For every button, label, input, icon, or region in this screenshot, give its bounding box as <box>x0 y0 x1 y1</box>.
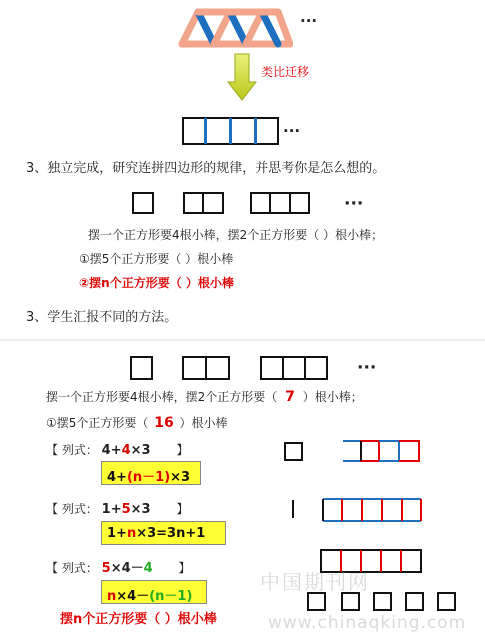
watermark-cn: 中国期刊网 <box>260 570 370 594</box>
section1-line1: 摆一个正方形要4根小棒，摆2个正方形要（ ）根小棒； <box>88 228 384 242</box>
one-square <box>132 192 154 214</box>
line1-text-b: ）根小棒； <box>302 390 363 404</box>
single-square <box>284 442 303 461</box>
answer-value: 16 <box>154 415 174 431</box>
method2-square-chain <box>322 498 422 522</box>
squares-ellipsis: ··· <box>344 194 364 214</box>
blue-stick <box>229 118 232 144</box>
section1-line2: ①摆5个正方形要（ ）根小棒 <box>79 252 234 266</box>
line2-text-a: ①摆5个正方形要（ <box>46 416 149 430</box>
top-ellipsis: ··· <box>300 12 318 30</box>
square-divider <box>202 192 204 214</box>
answer-value: 7 <box>285 389 295 405</box>
down-arrow-icon <box>226 52 258 102</box>
expr-red: 5 <box>101 561 111 576</box>
blue-stick <box>254 118 257 144</box>
expr-label: 】 <box>178 561 191 575</box>
expr-label: 】 <box>176 502 189 516</box>
square-divider <box>205 356 207 380</box>
square-divider <box>304 356 306 380</box>
expr-green: 4 <box>143 561 153 576</box>
expr-label: 】 <box>176 443 189 457</box>
triangle-sticks-figure <box>178 6 293 50</box>
expr-red: 4 <box>121 443 131 458</box>
method1-formula-box <box>101 461 201 485</box>
formula-part: ×4－ <box>116 589 150 604</box>
three-squares <box>260 356 328 380</box>
one-square <box>130 356 153 380</box>
section2-line1 <box>46 390 363 404</box>
square-divider <box>289 192 291 214</box>
method1-expression <box>46 444 188 457</box>
arrow-label: 类比迁移 <box>261 65 310 79</box>
expr-part: 4+ <box>101 443 122 458</box>
bottom-question: 摆n个正方形要（ ）根小棒 <box>60 612 217 627</box>
formula-part: 4+ <box>107 470 127 485</box>
line2-text-b: ）根小棒 <box>179 416 228 430</box>
method3-expression <box>46 562 191 575</box>
separate-square <box>405 592 424 611</box>
single-stick <box>292 500 294 518</box>
formula-green: (n－1) <box>149 589 193 604</box>
expr-label: 【 列式： <box>46 561 98 575</box>
separate-square <box>373 592 392 611</box>
formula-red: (n－1) <box>126 470 171 485</box>
expr-part: ×3 <box>130 443 151 458</box>
formula-red: n <box>126 526 137 541</box>
section1-line3: ②摆n个正方形要（ ）根小棒 <box>79 276 234 290</box>
expr-label: 【 列式： <box>46 443 98 457</box>
section2-heading: 3、学生汇报不同的方法。 <box>26 310 178 325</box>
method3-formula-box <box>101 580 207 604</box>
line1-text-a: 摆一个正方形要4根小棒，摆2个正方形要（ <box>46 390 278 404</box>
method2-formula-box <box>101 521 226 545</box>
square-divider <box>282 356 284 380</box>
chain-ellipsis: ··· <box>283 122 301 140</box>
formula-part: ×3 <box>170 470 191 485</box>
section2-line2 <box>46 416 228 430</box>
method2-expression <box>46 503 188 516</box>
expr-part: ×4－ <box>110 561 144 576</box>
squares-ellipsis: ··· <box>357 358 377 378</box>
formula-part: ×3=3n+1 <box>136 526 206 541</box>
expr-label: 【 列式： <box>46 502 98 516</box>
watermark-url: www.chinaqking.com <box>268 613 467 633</box>
three-squares <box>250 192 310 214</box>
blue-stick <box>204 118 207 144</box>
expr-red: 5 <box>121 502 131 517</box>
separate-square <box>437 592 456 611</box>
method1-square-chain <box>342 440 422 462</box>
formula-part: 1+ <box>107 526 127 541</box>
slide-divider <box>0 339 485 341</box>
expr-part: ×3 <box>130 502 151 517</box>
expr-part: 1+ <box>101 502 122 517</box>
section1-heading: 3、独立完成，研究连拼四边形的规律，并思考你是怎么想的。 <box>26 161 386 176</box>
square-divider <box>269 192 271 214</box>
formula-red: n <box>107 589 117 604</box>
